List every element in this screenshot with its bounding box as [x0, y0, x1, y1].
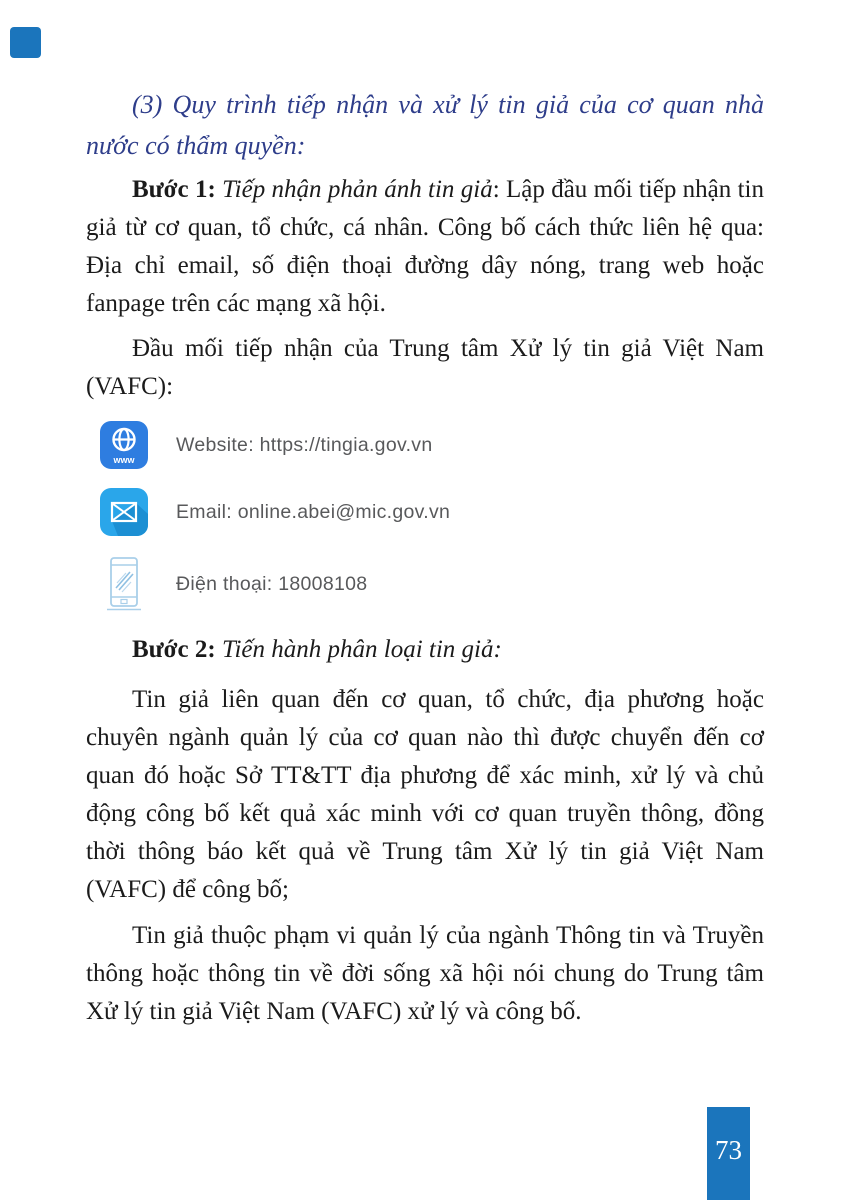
- step2-label: Bước 2:: [132, 636, 222, 663]
- page-content: [86, 84, 764, 1031]
- corner-decoration: [10, 27, 41, 58]
- focal-point-paragraph: Đầu mối tiếp nhận của Trung tâm Xử lý tin giả Việt Nam (VAFC):: [86, 335, 764, 400]
- step2-paragraph: [86, 631, 764, 669]
- phone-icon: [100, 555, 148, 613]
- body-paragraph-1: Tin giả liên quan đến cơ quan, tổ chức, địa phương hoặc chuyên ngành quản lý của cơ quan nào thì được chuyển đến cơ quan đó hoặc Sở TT&TT địa phương để xác minh, xử lý và chủ động công bố kết quả xác minh với cơ quan truyền thông, đồng thời thông báo kết quả về Trung tâm Xử lý tin giả Việt Nam (VAFC) để công bố;: [86, 686, 764, 903]
- step1-paragraph: [86, 171, 764, 323]
- contact-row-website: [100, 421, 764, 469]
- step1-title: Tiếp nhận phản ánh tin giả: [222, 176, 493, 203]
- body-paragraph-2: Tin giả thuộc phạm vi quản lý của ngành Thông tin và Truyền thông hoặc thông tin về đời sống xã hội nói chung do Trung tâm Xử lý tin giả Việt Nam (VAFC) xử lý và công bố.: [86, 922, 764, 1025]
- globe-www-icon: [100, 421, 148, 469]
- contact-row-email: [100, 488, 764, 536]
- contact-label-website: Website: https://tingia.gov.vn: [176, 433, 433, 456]
- contact-row-phone: [100, 555, 764, 613]
- svg-text:www: www: [113, 455, 135, 465]
- page-number: 73: [715, 1135, 742, 1165]
- email-icon: [100, 488, 148, 536]
- step2-title: Tiến hành phân loại tin giả:: [221, 636, 502, 663]
- page-number-box: [707, 1107, 750, 1200]
- contact-label-email: Email: online.abei@mic.gov.vn: [176, 500, 451, 523]
- section-heading: (3) Quy trình tiếp nhận và xử lý tin giả của cơ quan nhà nước có thẩm quyền:: [86, 90, 764, 160]
- contact-list: [100, 421, 764, 613]
- contact-label-phone: Điện thoại: 18008108: [176, 572, 368, 595]
- step1-label: Bước 1:: [132, 176, 223, 203]
- step1-body: : Lập đầu mối tiếp nhận tin giả từ cơ quan, tổ chức, cá nhân. Công bố cách thức liên hệ qua: Địa chỉ email, số điện thoại đường dây nóng, trang web hoặc fanpage trên các mạng xã hội.: [86, 176, 765, 317]
